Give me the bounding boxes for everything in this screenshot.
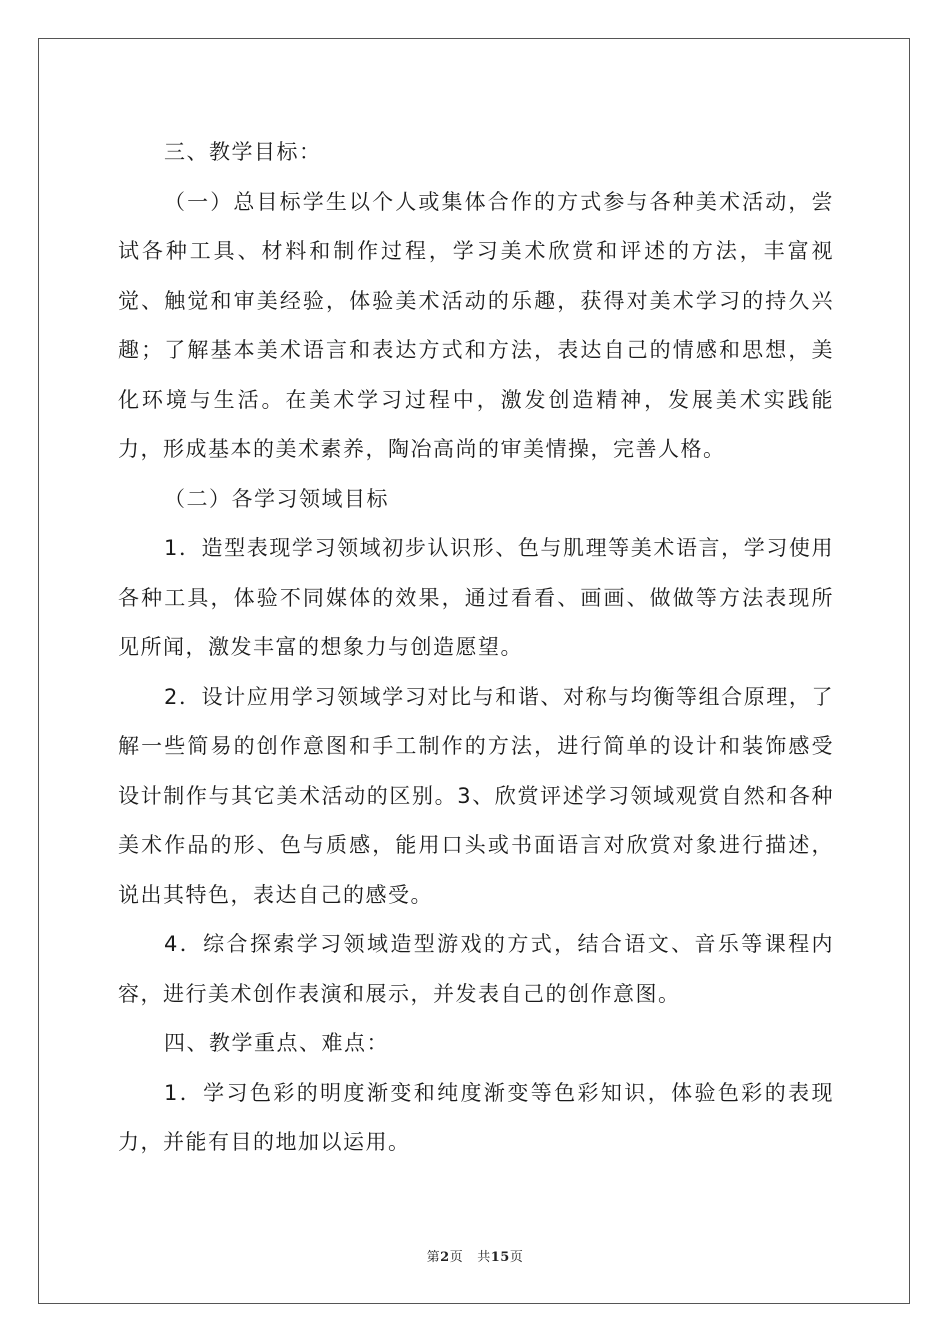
paragraph-goal-4: 4．综合探索学习领域造型游戏的方式，结合语文、音乐等课程内容，进行美术创作表演和展示，并发表自己的创作意图。: [118, 932, 834, 1006]
page-number: 2: [440, 1250, 450, 1265]
paragraph-key-point-1: 1．学习色彩的明度渐变和纯度渐变等色彩知识，体验色彩的表现力，并能有目的地加以运用。: [118, 1080, 834, 1154]
subheading-domain-goals: （二）各学习领域目标: [164, 486, 389, 511]
section-heading-objectives: 三、教学目标：: [164, 140, 322, 164]
page-prefix: 第: [426, 1250, 441, 1265]
page-footer: [0, 1246, 950, 1265]
paragraph-goal-2: 2．设计应用学习领域学习对比与和谐、对称与均衡等组合原理，了解一些简易的创作意图和手工制作的方法，进行简单的设计和装饰感受设计制作与其它美术活动的区别。3、欣赏评述学习领域观赏自然和各种美术作品的形、色与质感，能用口头或书面语言对欣赏对象进行描述，说出其特色，表达自己的感受。: [118, 684, 834, 907]
total-prefix: 共: [477, 1250, 491, 1265]
total-suffix: 页: [509, 1250, 524, 1265]
paragraph-goal-1: 1．造型表现学习领域初步认识形、色与肌理等美术语言，学习使用各种工具，体验不同媒体的效果，通过看看、画画、做做等方法表现所见所闻，激发丰富的想象力与创造愿望。: [118, 536, 834, 659]
section-heading-key-points: 四、教学重点、难点：: [164, 1031, 389, 1055]
paragraph-overall-goal: （一）总目标学生以个人或集体合作的方式参与各种美术活动，尝试各种工具、材料和制作过程，学习美术欣赏和评述的方法，丰富视觉、触觉和审美经验，体验美术活动的乐趣，获得对美术学习的持久兴趣；了解基本美术语言和表达方式和方法，表达自己的情感和思想，美化环境与生活。在美术学习过程中，激发创造精神，发展美术实践能力，形成基本的美术素养，陶冶高尚的审美情操，完善人格。: [118, 189, 834, 461]
page-suffix: 页: [449, 1250, 464, 1265]
total-pages: 15: [490, 1250, 510, 1265]
document-body: [118, 128, 834, 1168]
